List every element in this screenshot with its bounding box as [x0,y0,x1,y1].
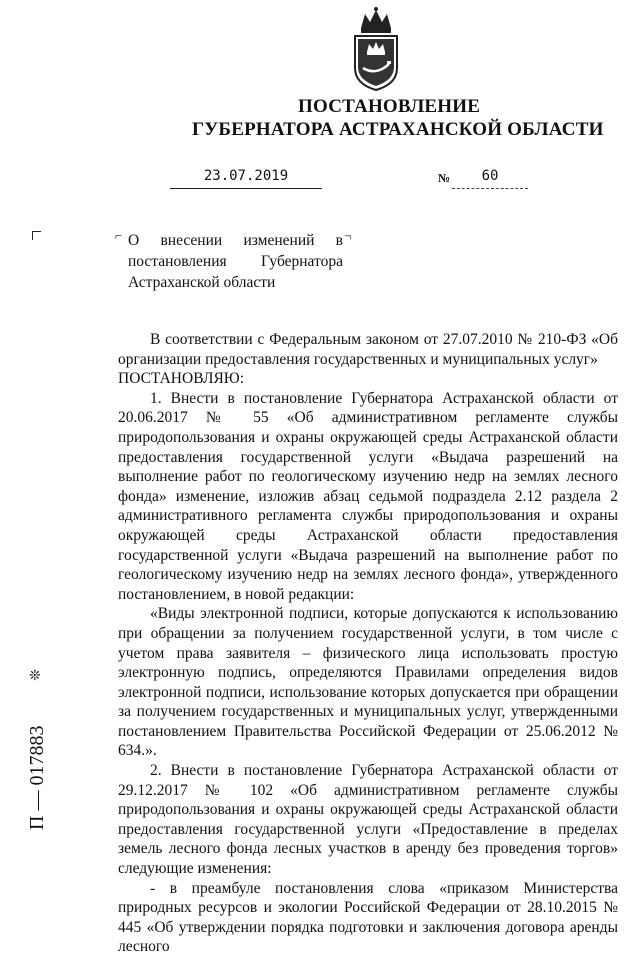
coat-of-arms-emblem [347,6,405,92]
document-subject: О внесении изменений в постановления Губернатора Астраханской области [128,232,343,291]
document-body [118,330,618,957]
item-2-paragraph: 2. Внести в постановление Губернатора Астраханской области от 29.12.2017 № 102 «Об административном регламенте службы природопользования и охраны окружающей среды Астраханской области предоставления государственной услуги «Предоставление в пределах земель лесного фонда лесных участков в аренду без проведения торгов» следующие изменения: [118,762,618,878]
item-1-paragraph: 1. Внести в постановление Губернатора Астраханской области от 20.06.2017 № 55 «Об административном регламенте службы природопользования и охраны окружающей среды Астраханской области предоставления государственной услуги «Выдача разрешений на выполнение работ по геологическому изучению недр на землях лесного фонда» изменение, изложив абзац седьмой подраздела 2.12 раздела 2 административного регламента службы природопользования и охраны окружающей среды Астраханской области предоставления государственной услуги «Выдача разрешений на выполнение работ по геологическому изучению недр на землях лесного фонда», утвержденного постановлением, в новой редакции: [118,389,618,603]
item-2-bullet: - в преамбуле постановления слова «приказом Министерства природных ресурсов и экологии Российской Федерации от 28.10.2015 № 445 «Об утверждении порядка подготовки и заключения договора аренды лесного [118,879,618,956]
number-sign: № [438,171,451,185]
decree-word: ПОСТАНОВЛЯЮ: [118,370,245,388]
document-title: ПОСТАНОВЛЕНИЕ [298,96,481,117]
corner-mark [32,231,41,240]
side-star-mark: ❊ [29,669,41,684]
document-date: 23.07.2019 [170,166,322,189]
quote-paragraph: «Виды электронной подписи, которые допускаются к использованию при обращении за получением государственной услуги, в том числе с учетом права заявителя – физического лица использовать простую электронную подпись, определяются Правилами определения видов электронной подписи, использование которых допускается при обращении за получением государственных и муниципальных услуг, утвержденными постановлением Правительства Российской Федерации от 25.06.2012 № 634.». [118,605,618,760]
preamble-paragraph: В соответствии с Федеральным законом от 27.07.2010 № 210-ФЗ «Об организации предоставления государственных и муниципальных услуг» [118,331,618,368]
serial-text: П — 017883 [26,725,48,830]
document-issuer: ГУБЕРНАТОРА АСТРАХАНСКОЙ ОБЛАСТИ [192,119,604,140]
bracket-mark-right: ¬ [344,228,352,243]
side-serial-number [22,680,52,830]
document-number: 60 [452,166,528,189]
bracket-mark-left: ⌐ [115,228,123,243]
